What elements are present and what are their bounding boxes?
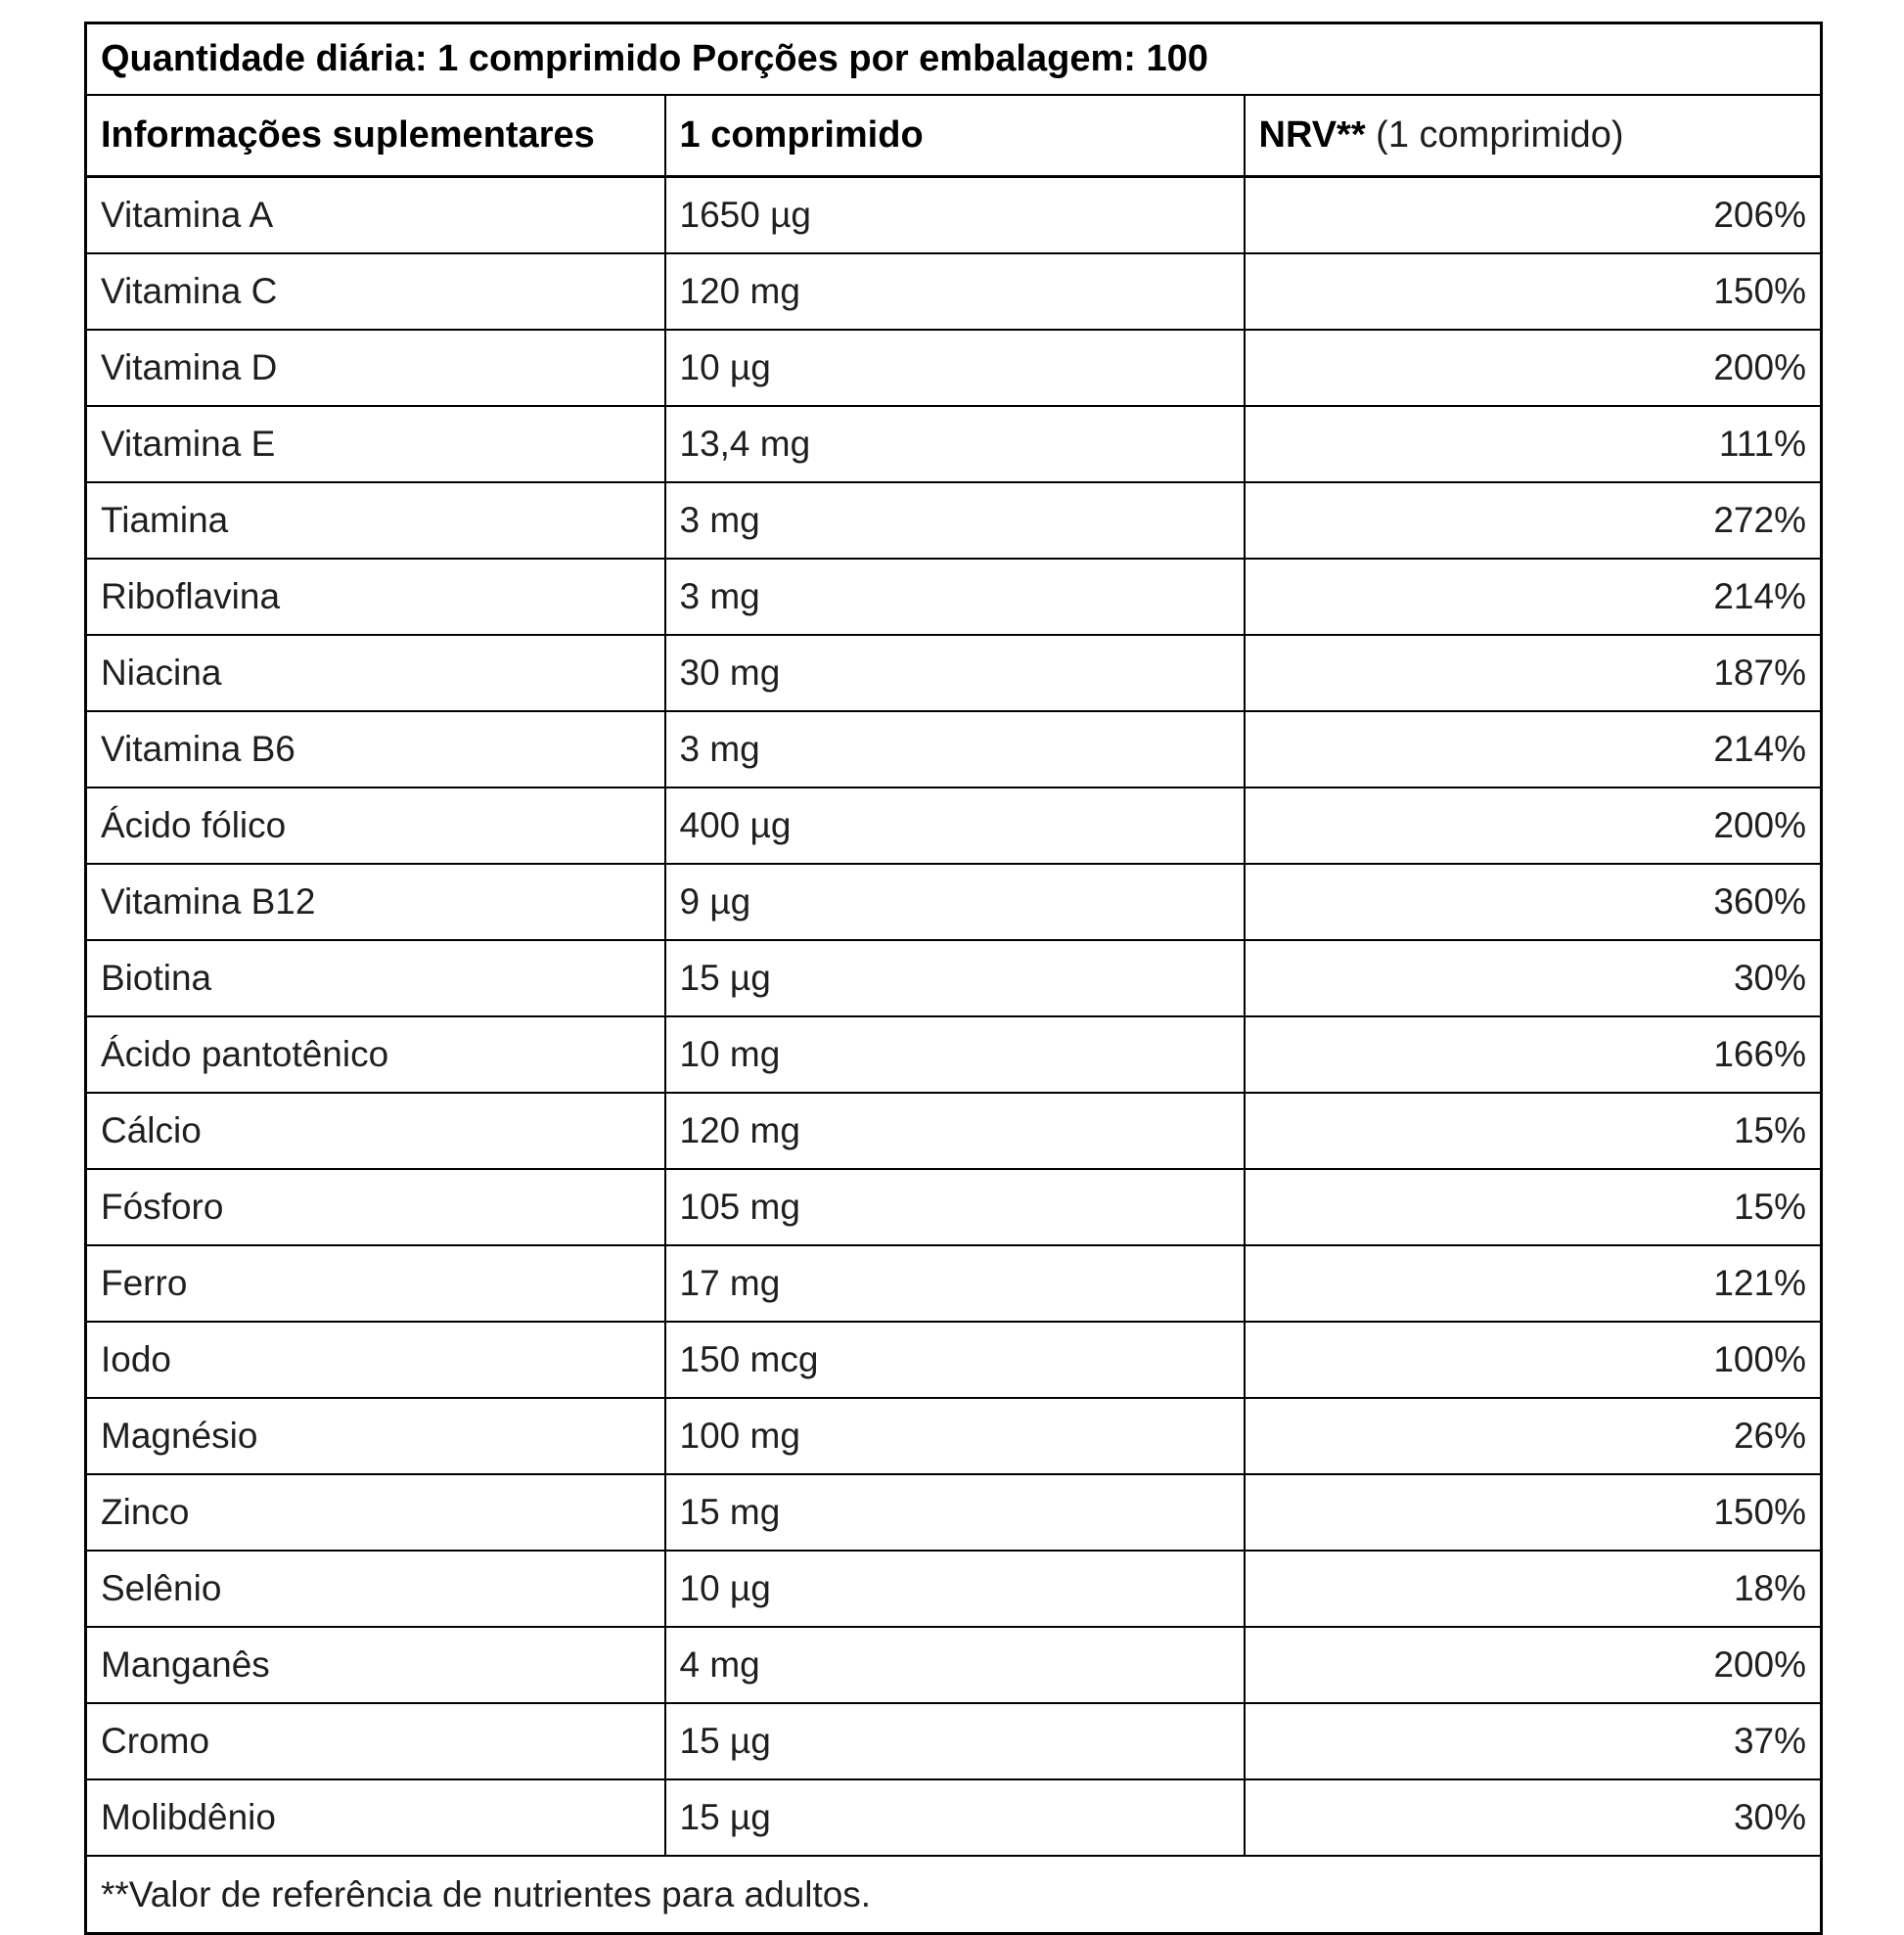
table-header-row (86, 95, 1822, 177)
column-header-nrv-label: NRV** (1258, 114, 1366, 156)
nutrient-name: Vitamina D (86, 330, 665, 406)
table-row (86, 406, 1822, 482)
nutrient-name: Vitamina B6 (86, 711, 665, 788)
nutrient-amount: 3 mg (665, 559, 1245, 635)
table-row (86, 711, 1822, 788)
nutrient-amount: 4 mg (665, 1627, 1245, 1703)
nutrient-name: Iodo (86, 1322, 665, 1398)
table-body (86, 177, 1822, 1857)
nutrient-nrv: 200% (1245, 1627, 1822, 1703)
table-row (86, 1703, 1822, 1779)
nutrient-amount: 10 mg (665, 1016, 1245, 1093)
nutrient-amount: 120 mg (665, 1093, 1245, 1169)
nutrient-name: Manganês (86, 1627, 665, 1703)
nutrient-name: Fósforo (86, 1169, 665, 1245)
table-row (86, 940, 1822, 1016)
nutrient-name: Vitamina B12 (86, 864, 665, 940)
nutrient-nrv: 18% (1245, 1551, 1822, 1627)
nutrient-name: Niacina (86, 635, 665, 711)
table-row (86, 1093, 1822, 1169)
table-row (86, 1245, 1822, 1322)
nutrient-amount: 30 mg (665, 635, 1245, 711)
nutrient-amount: 15 µg (665, 940, 1245, 1016)
nutrient-name: Ácido pantotênico (86, 1016, 665, 1093)
nutrient-nrv: 206% (1245, 177, 1822, 254)
nutrient-amount: 15 µg (665, 1703, 1245, 1779)
table-row (86, 1779, 1822, 1856)
nutrient-name: Vitamina E (86, 406, 665, 482)
nutrient-name: Cálcio (86, 1093, 665, 1169)
table-row (86, 864, 1822, 940)
nutrient-name: Riboflavina (86, 559, 665, 635)
table-row (86, 1551, 1822, 1627)
nutrient-name: Selênio (86, 1551, 665, 1627)
nutrient-nrv: 26% (1245, 1398, 1822, 1474)
nutrient-nrv: 15% (1245, 1169, 1822, 1245)
table-row (86, 1322, 1822, 1398)
nutrient-name: Zinco (86, 1474, 665, 1551)
table-footnote: **Valor de referência de nutrientes para adultos. (86, 1856, 1822, 1934)
table-row (86, 1169, 1822, 1245)
table-row (86, 482, 1822, 559)
nutrient-amount: 9 µg (665, 864, 1245, 940)
nutrient-nrv: 214% (1245, 559, 1822, 635)
column-header-nrv (1245, 95, 1822, 177)
column-header-amount: 1 comprimido (665, 95, 1245, 177)
table-row (86, 635, 1822, 711)
supplement-facts-sheet (84, 22, 1823, 1935)
nutrient-nrv: 214% (1245, 711, 1822, 788)
nutrient-name: Molibdênio (86, 1779, 665, 1856)
table-title-row (86, 23, 1822, 96)
table-row (86, 330, 1822, 406)
column-header-nrv-suffix: (1 comprimido) (1365, 114, 1624, 156)
table-row (86, 1016, 1822, 1093)
nutrient-name: Tiamina (86, 482, 665, 559)
nutrient-nrv: 100% (1245, 1322, 1822, 1398)
nutrient-amount: 100 mg (665, 1398, 1245, 1474)
nutrient-amount: 1650 µg (665, 177, 1245, 254)
supplement-facts-table (84, 22, 1823, 1935)
table-row (86, 1474, 1822, 1551)
nutrient-name: Ácido fólico (86, 788, 665, 864)
nutrient-amount: 17 mg (665, 1245, 1245, 1322)
table-title: Quantidade diária: 1 comprimido Porções por embalagem: 100 (86, 23, 1822, 96)
nutrient-amount: 400 µg (665, 788, 1245, 864)
table-row (86, 788, 1822, 864)
nutrient-nrv: 121% (1245, 1245, 1822, 1322)
nutrient-amount: 150 mcg (665, 1322, 1245, 1398)
nutrient-amount: 120 mg (665, 253, 1245, 330)
nutrient-amount: 105 mg (665, 1169, 1245, 1245)
nutrient-name: Magnésio (86, 1398, 665, 1474)
nutrient-nrv: 200% (1245, 788, 1822, 864)
table-row (86, 177, 1822, 254)
nutrient-amount: 15 mg (665, 1474, 1245, 1551)
nutrient-nrv: 187% (1245, 635, 1822, 711)
nutrient-name: Vitamina C (86, 253, 665, 330)
nutrient-amount: 10 µg (665, 330, 1245, 406)
nutrient-nrv: 30% (1245, 940, 1822, 1016)
nutrient-nrv: 150% (1245, 253, 1822, 330)
column-header-nutrient: Informações suplementares (86, 95, 665, 177)
nutrient-amount: 3 mg (665, 711, 1245, 788)
nutrient-name: Vitamina A (86, 177, 665, 254)
nutrient-nrv: 37% (1245, 1703, 1822, 1779)
nutrient-name: Biotina (86, 940, 665, 1016)
nutrient-amount: 3 mg (665, 482, 1245, 559)
table-row (86, 559, 1822, 635)
nutrient-name: Cromo (86, 1703, 665, 1779)
nutrient-nrv: 150% (1245, 1474, 1822, 1551)
table-row (86, 1398, 1822, 1474)
table-row (86, 1627, 1822, 1703)
nutrient-amount: 13,4 mg (665, 406, 1245, 482)
nutrient-nrv: 111% (1245, 406, 1822, 482)
nutrient-nrv: 200% (1245, 330, 1822, 406)
table-footnote-row (86, 1856, 1822, 1934)
nutrient-nrv: 272% (1245, 482, 1822, 559)
nutrient-nrv: 360% (1245, 864, 1822, 940)
nutrient-nrv: 30% (1245, 1779, 1822, 1856)
nutrient-nrv: 15% (1245, 1093, 1822, 1169)
table-row (86, 253, 1822, 330)
nutrient-amount: 15 µg (665, 1779, 1245, 1856)
nutrient-amount: 10 µg (665, 1551, 1245, 1627)
nutrient-nrv: 166% (1245, 1016, 1822, 1093)
nutrient-name: Ferro (86, 1245, 665, 1322)
